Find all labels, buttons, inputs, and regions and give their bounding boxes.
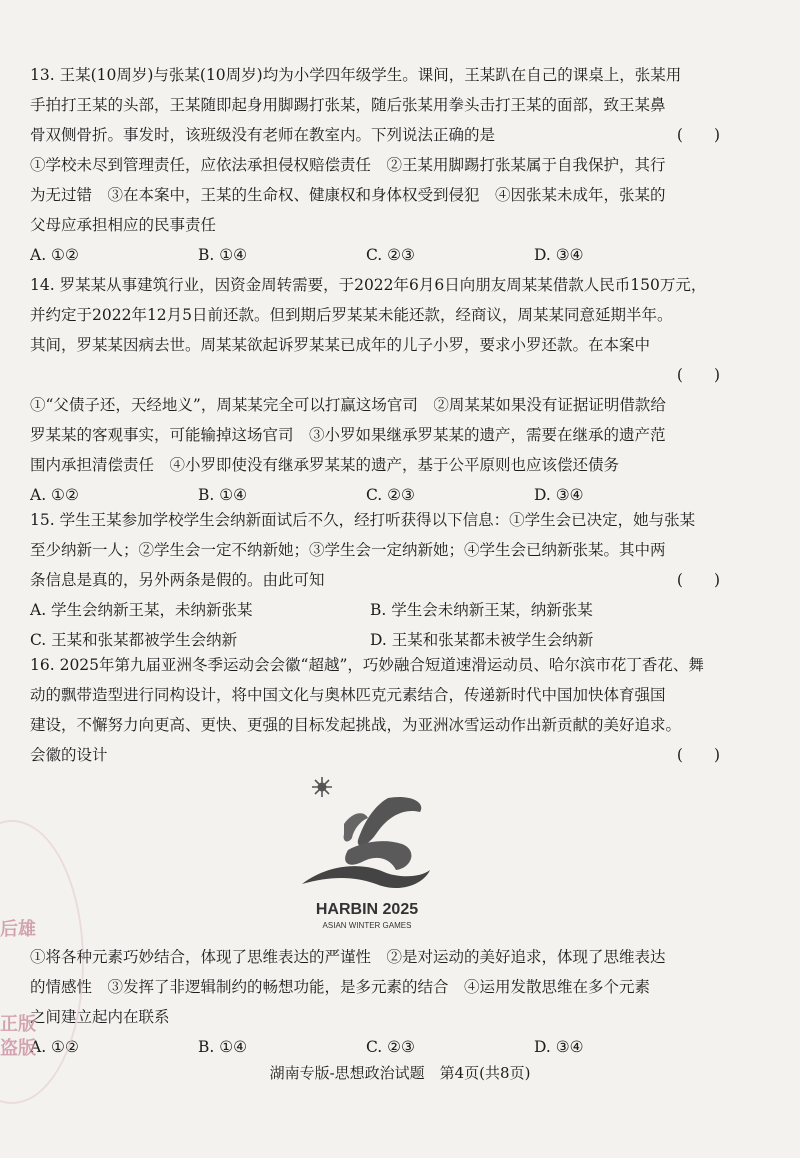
- answer-paren: ( ): [676, 126, 720, 144]
- question-text-line: 建设，不懈努力向更高、更快、更强的目标发起挑战，为亚洲冰雪运动作出新贡献的美好追求。: [30, 716, 682, 734]
- logo-subtitle: ASIAN WINTER GAMES: [322, 921, 412, 930]
- option-d: D. ③④: [534, 1038, 584, 1056]
- question-text-line: 会徽的设计: [30, 746, 108, 764]
- option-d: D. 王某和张某都未被学生会纳新: [370, 631, 594, 649]
- option-c: C. 王某和张某都被学生会纳新: [30, 631, 238, 649]
- option-c: C. ②③: [366, 1038, 415, 1056]
- question-text-line: 15. 学生王某参加学校学生会纳新面试后不久，经打听获得以下信息：①学生会已决定，她与张某: [30, 511, 696, 529]
- option-a: A. ①②: [30, 246, 79, 264]
- statement-line: 的情感性 ③发挥了非逻辑制约的畅想功能，是多元素的结合 ④运用发散思维在多个元素: [30, 978, 651, 996]
- option-b: B. 学生会未纳新王某，纳新张某: [370, 601, 593, 619]
- option-b: B. ①④: [198, 486, 248, 504]
- statement-line: 围内承担清偿责任 ④小罗即使没有继承罗某某的遗产，基于公平原则也应该偿还债务: [30, 456, 620, 474]
- question-text-line: [30, 565, 720, 595]
- option-c: C. ②③: [366, 246, 415, 264]
- option-d: D. ③④: [534, 486, 584, 504]
- statement-line: ①“父债子还，天经地义”，周某某完全可以打赢这场官司 ②周某某如果没有证据证明借款给: [30, 396, 666, 414]
- logo-emblem-icon: [292, 772, 442, 934]
- page-footer: 湖南专版-思想政治试题 第4页(共8页): [269, 1064, 531, 1082]
- question-text-line: 16. 2025年第九届亚洲冬季运动会会徽“超越”，巧妙融合短道速滑运动员、哈尔滨市花丁香花、舞: [30, 656, 704, 674]
- question-text-line: 骨双侧骨折。事发时，该班级没有老师在教室内。下列说法正确的是: [30, 126, 496, 144]
- question-text-line: 其间，罗某某因病去世。周某某欲起诉罗某某已成年的儿子小罗，要求小罗还款。在本案中: [30, 336, 651, 354]
- option-a: A. ①②: [30, 1038, 79, 1056]
- question-13: [30, 60, 720, 270]
- question-text-line: [30, 120, 720, 150]
- harbin-2025-logo: [292, 772, 442, 934]
- logo-title: HARBIN 2025: [315, 901, 419, 918]
- options-row: [30, 240, 720, 270]
- option-c: C. ②③: [366, 486, 415, 504]
- option-a: A. 学生会纳新王某，未纳新张某: [30, 601, 253, 619]
- options-row: [30, 1032, 720, 1062]
- option-d: D. ③④: [534, 246, 584, 264]
- stamp-text: 正版: [0, 1014, 36, 1035]
- question-15: [30, 505, 720, 655]
- question-16: [30, 650, 720, 770]
- option-b: B. ①④: [198, 1038, 248, 1056]
- answer-paren: ( ): [676, 746, 720, 764]
- statement-line: 父母应承担相应的民事责任: [30, 216, 217, 234]
- question-text-line: 手拍打王某的头部，王某随即起身用脚踢打张某，随后张某用拳头击打王某的面部，致王某鼻: [30, 96, 666, 114]
- question-text-line: 动的飘带造型进行同构设计，将中国文化与奥林匹克元素结合，传递新时代中国加快体育强国: [30, 686, 666, 704]
- statement-line: ①学校未尽到管理责任，应依法承担侵权赔偿责任 ②王某用脚踢打张某属于自我保护，其行: [30, 156, 666, 174]
- option-a: A. ①②: [30, 486, 79, 504]
- statement-line: 之间建立起内在联系: [30, 1008, 170, 1026]
- statement-line: 为无过错 ③在本案中，王某的生命权、健康权和身体权受到侵犯 ④因张某未成年，张某的: [30, 186, 666, 204]
- answer-paren: ( ): [676, 571, 720, 589]
- options-row: [30, 595, 720, 625]
- statement-line: 罗某某的客观事实，可能输掉这场官司 ③小罗如果继承罗某某的遗产，需要在继承的遗产范: [30, 426, 666, 444]
- question-text-line: [30, 740, 720, 770]
- question-text-line: 14. 罗某某从事建筑行业，因资金周转需要，于2022年6月6日向朋友周某某借款人民币150万元，: [30, 276, 707, 294]
- stamp-text: 盗版: [0, 1038, 36, 1059]
- question-text-line: 条信息是真的，另外两条是假的。由此可知: [30, 571, 325, 589]
- stamp-text: 后雄: [0, 919, 36, 940]
- question-14: [30, 270, 720, 510]
- option-b: B. ①④: [198, 246, 248, 264]
- statement-line: ①将各种元素巧妙结合，体现了思维表达的严谨性 ②是对运动的美好追求，体现了思维表达: [30, 948, 666, 966]
- question-text-line: 13. 王某(10周岁)与张某(10周岁)均为小学四年级学生。课间，王某趴在自己的课桌上，张某用: [30, 66, 682, 84]
- question-16-statements: [30, 942, 720, 1062]
- question-text-line: 至少纳新一人；②学生会一定不纳新她；③学生会一定纳新她；④学生会已纳新张某。其中两: [30, 541, 666, 559]
- question-text-line: 并约定于2022年12月5日前还款。但到期后罗某某未能还款，经商议，周某某同意延期半年。: [30, 306, 673, 324]
- answer-paren: ( ): [676, 366, 720, 384]
